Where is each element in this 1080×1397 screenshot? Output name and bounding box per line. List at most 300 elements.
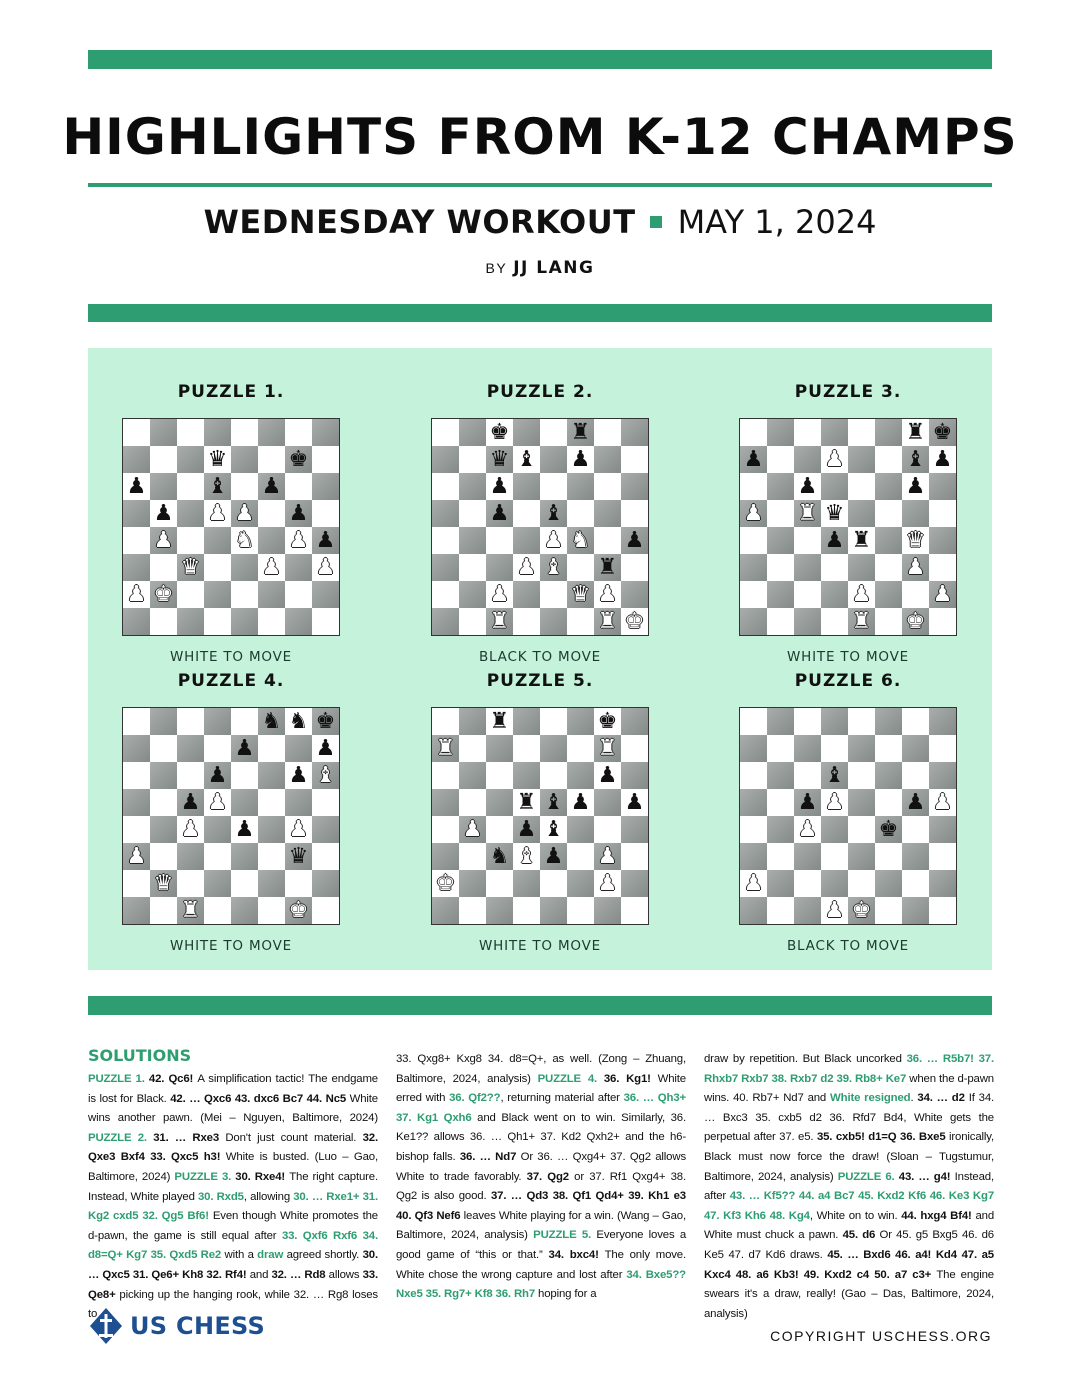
board-square xyxy=(513,708,540,735)
board-square xyxy=(740,762,767,789)
sol-seg: draw by repetition. But Black uncorked xyxy=(704,1053,907,1065)
board-square xyxy=(740,554,767,581)
board-square xyxy=(821,789,848,816)
board-square xyxy=(285,608,312,635)
board-square xyxy=(177,554,204,581)
board-square xyxy=(740,870,767,897)
board-square xyxy=(875,473,902,500)
sol-seg: hoping for a xyxy=(538,1288,597,1301)
black-king-icon: ♚ xyxy=(489,420,510,445)
logo-text: US CHESS xyxy=(130,1312,266,1340)
white-pawn-icon: ♟ xyxy=(597,871,618,896)
board-square xyxy=(285,419,312,446)
board-square xyxy=(231,500,258,527)
board-square xyxy=(567,708,594,735)
board-square xyxy=(567,581,594,608)
black-pawn-icon: ♟ xyxy=(824,528,845,553)
board-square xyxy=(486,789,513,816)
board-square xyxy=(540,581,567,608)
solutions-column-3 xyxy=(704,1050,994,1324)
board-square xyxy=(258,816,285,843)
sol-seg: 31. … Rxe3 xyxy=(153,1131,226,1144)
white-rook-icon: ♜ xyxy=(597,609,618,634)
board-square xyxy=(902,816,929,843)
side-to-move: BLACK TO MOVE xyxy=(478,649,602,665)
board-square xyxy=(123,870,150,897)
byline xyxy=(0,258,1080,278)
black-bishop-icon: ♝ xyxy=(543,501,564,526)
board-square xyxy=(794,816,821,843)
board-square xyxy=(594,527,621,554)
board-square xyxy=(594,608,621,635)
board-square xyxy=(794,500,821,527)
board-square xyxy=(929,527,956,554)
board-square xyxy=(150,789,177,816)
board-square xyxy=(902,870,929,897)
puzzle-4 xyxy=(122,669,340,954)
board-square xyxy=(821,897,848,924)
sol-seg: The right capture. Instead, White played xyxy=(88,1170,379,1203)
board-square xyxy=(177,446,204,473)
sol-seg: 34. Bxe5?? Nxe5 35. Rg7+ Kf8 36. Rh7 xyxy=(396,1268,686,1301)
board-square xyxy=(767,581,794,608)
sol-seg: 30. … Rxe1+ 31. Kg2 cxd5 32. Qg5 Bf6! xyxy=(88,1190,378,1223)
board-square xyxy=(875,608,902,635)
chess-board xyxy=(431,707,649,925)
board-square xyxy=(204,473,231,500)
sol-seg: A simplification tactic! The endgame is lost for Black. xyxy=(88,1073,378,1105)
board-square xyxy=(740,843,767,870)
board-square xyxy=(929,735,956,762)
board-square xyxy=(794,708,821,735)
board-square xyxy=(848,608,875,635)
board-square xyxy=(258,554,285,581)
board-square xyxy=(821,473,848,500)
black-pawn-icon: ♟ xyxy=(624,790,645,815)
black-bishop-icon: ♝ xyxy=(824,763,845,788)
board-square xyxy=(540,708,567,735)
white-king-icon: ♚ xyxy=(851,898,872,923)
chess-board xyxy=(739,418,957,636)
board-square xyxy=(459,789,486,816)
board-square xyxy=(432,735,459,762)
sol-seg: and White must chuck a pawn. xyxy=(704,1209,995,1242)
board-square xyxy=(312,708,339,735)
puzzle-2 xyxy=(431,380,649,665)
board-square xyxy=(594,762,621,789)
black-pawn-icon: ♟ xyxy=(234,817,255,842)
board-square xyxy=(902,446,929,473)
board-square xyxy=(929,762,956,789)
board-square xyxy=(875,581,902,608)
board-square xyxy=(312,789,339,816)
board-square xyxy=(486,843,513,870)
black-bishop-icon: ♝ xyxy=(905,447,926,472)
board-square xyxy=(567,897,594,924)
board-square xyxy=(459,870,486,897)
white-bishop-icon: ♝ xyxy=(516,844,537,869)
sol-seg: 36. Qf2?? xyxy=(449,1092,501,1105)
sol-seg: or 37. Rf1 Qxg4+ 38. Qg2 is also good. xyxy=(396,1170,687,1203)
sol-seg: 32. Qxe3 Bxf4 33. Qxc5 h3! xyxy=(88,1131,378,1164)
white-rook-icon: ♜ xyxy=(797,501,818,526)
puzzle-title: PUZZLE 6. xyxy=(794,671,902,691)
board-square xyxy=(432,581,459,608)
board-square xyxy=(432,897,459,924)
board-square xyxy=(594,897,621,924)
board-square xyxy=(848,527,875,554)
board-square xyxy=(567,527,594,554)
board-square xyxy=(513,500,540,527)
board-square xyxy=(204,581,231,608)
board-square xyxy=(594,473,621,500)
sol-seg: Even though White promotes the d-pawn, the game is still equal after xyxy=(88,1210,378,1242)
board-square xyxy=(513,897,540,924)
board-square xyxy=(594,500,621,527)
board-square xyxy=(821,608,848,635)
black-bishop-icon: ♝ xyxy=(516,447,537,472)
board-square xyxy=(540,762,567,789)
board-square xyxy=(767,708,794,735)
sol-seg: PUZZLE 3. xyxy=(174,1170,236,1183)
chess-board xyxy=(122,707,340,925)
black-pawn-icon: ♟ xyxy=(570,790,591,815)
white-king-icon: ♚ xyxy=(905,609,926,634)
board-square xyxy=(821,708,848,735)
board-square xyxy=(540,816,567,843)
board-square xyxy=(540,554,567,581)
black-pawn-icon: ♟ xyxy=(932,447,953,472)
board-square xyxy=(204,843,231,870)
board-square xyxy=(312,581,339,608)
black-bishop-icon: ♝ xyxy=(207,474,228,499)
board-square xyxy=(204,500,231,527)
board-square xyxy=(486,735,513,762)
board-square xyxy=(459,897,486,924)
board-square xyxy=(540,608,567,635)
board-square xyxy=(567,843,594,870)
board-square xyxy=(594,789,621,816)
board-square xyxy=(204,446,231,473)
white-pawn-icon: ♟ xyxy=(180,817,201,842)
board-square xyxy=(621,897,648,924)
author-name: JJ LANG xyxy=(513,258,595,278)
board-square xyxy=(929,816,956,843)
board-square xyxy=(432,554,459,581)
black-pawn-icon: ♟ xyxy=(288,763,309,788)
board-square xyxy=(848,446,875,473)
board-square xyxy=(567,870,594,897)
sol-seg: when the d-pawn wins. 40. Rb7+ Nd7 and xyxy=(704,1072,994,1105)
sol-seg: White wins another pawn. (Mei – Nguyen, Baltimore, 2024) xyxy=(88,1092,378,1125)
sol-seg: ironically, Black must now force the draw! (Sloan – Tugstumur, Baltimore, 2024, analysis) xyxy=(704,1131,994,1183)
white-pawn-icon: ♟ xyxy=(797,817,818,842)
white-pawn-icon: ♟ xyxy=(153,528,174,553)
board-square xyxy=(621,789,648,816)
board-square xyxy=(929,870,956,897)
sol-seg: White is busted. (Luo – Gao, Baltimore, 2024) xyxy=(88,1151,378,1183)
board-square xyxy=(285,708,312,735)
puzzle-title: PUZZLE 4. xyxy=(177,671,285,691)
board-square xyxy=(929,419,956,446)
board-square xyxy=(285,870,312,897)
board-square xyxy=(767,446,794,473)
board-square xyxy=(258,581,285,608)
board-square xyxy=(285,473,312,500)
sol-seg: Instead, after xyxy=(704,1170,994,1203)
sol-seg: 37. Qg2 xyxy=(526,1170,575,1183)
black-pawn-icon: ♟ xyxy=(126,474,147,499)
board-square xyxy=(767,789,794,816)
board-square xyxy=(123,608,150,635)
puzzles-panel xyxy=(88,348,992,970)
board-square xyxy=(821,816,848,843)
board-square xyxy=(621,419,648,446)
board-square xyxy=(486,816,513,843)
board-square xyxy=(567,554,594,581)
board-square xyxy=(486,708,513,735)
board-square xyxy=(258,789,285,816)
board-square xyxy=(258,446,285,473)
board-square xyxy=(123,843,150,870)
white-pawn-icon: ♟ xyxy=(932,582,953,607)
sol-seg: 36. Kg1! xyxy=(603,1072,658,1085)
board-square xyxy=(902,473,929,500)
board-square xyxy=(258,473,285,500)
board-square xyxy=(594,419,621,446)
board-square xyxy=(459,762,486,789)
white-pawn-icon: ♟ xyxy=(597,582,618,607)
board-square xyxy=(767,843,794,870)
black-queen-icon: ♛ xyxy=(288,844,309,869)
title-underline xyxy=(88,183,992,187)
board-square xyxy=(150,762,177,789)
board-square xyxy=(794,789,821,816)
white-rook-icon: ♜ xyxy=(180,898,201,923)
board-square xyxy=(513,446,540,473)
board-square xyxy=(621,500,648,527)
board-square xyxy=(285,500,312,527)
board-square xyxy=(740,897,767,924)
board-square xyxy=(150,608,177,635)
chess-board xyxy=(122,418,340,636)
black-pawn-icon: ♟ xyxy=(570,447,591,472)
board-square xyxy=(258,735,285,762)
board-square xyxy=(821,870,848,897)
board-square xyxy=(513,527,540,554)
puzzle-title: PUZZLE 5. xyxy=(486,671,594,691)
sol-seg: 30. Rxd5 xyxy=(197,1190,244,1203)
board-square xyxy=(821,843,848,870)
board-square xyxy=(432,446,459,473)
board-square xyxy=(513,419,540,446)
sol-seg: 37. … Qd3 38. Qf1 Qd4+ 39. Kh1 e3 40. Qf3 Nef6 xyxy=(396,1190,686,1222)
board-square xyxy=(540,500,567,527)
us-chess-logo[interactable] xyxy=(88,1306,265,1346)
board-square xyxy=(767,608,794,635)
black-pawn-icon: ♟ xyxy=(905,474,926,499)
board-square xyxy=(432,708,459,735)
white-pawn-icon: ♟ xyxy=(207,501,228,526)
black-bishop-icon: ♝ xyxy=(543,790,564,815)
white-pawn-icon: ♟ xyxy=(462,817,483,842)
board-square xyxy=(204,897,231,924)
board-square xyxy=(150,581,177,608)
board-square xyxy=(621,870,648,897)
board-square xyxy=(231,708,258,735)
white-pawn-icon: ♟ xyxy=(597,844,618,869)
sol-seg: Don't just count material. xyxy=(225,1131,363,1144)
publish-date: MAY 1, 2024 xyxy=(677,203,877,241)
white-bishop-icon: ♝ xyxy=(543,555,564,580)
black-pawn-icon: ♟ xyxy=(543,844,564,869)
board-square xyxy=(312,816,339,843)
board-square xyxy=(486,762,513,789)
board-square xyxy=(177,870,204,897)
board-square xyxy=(312,843,339,870)
board-square xyxy=(740,527,767,554)
board-square xyxy=(150,816,177,843)
board-square xyxy=(621,446,648,473)
sol-seg: allows xyxy=(328,1268,363,1281)
board-square xyxy=(902,527,929,554)
puzzle-3 xyxy=(739,380,957,665)
sol-seg: , allowing xyxy=(243,1190,294,1203)
black-pawn-icon: ♟ xyxy=(489,501,510,526)
board-square xyxy=(486,608,513,635)
solutions-heading: SOLUTIONS xyxy=(88,1046,192,1065)
white-knight-icon: ♞ xyxy=(570,528,591,553)
board-square xyxy=(459,843,486,870)
black-pawn-icon: ♟ xyxy=(516,817,537,842)
board-square xyxy=(285,581,312,608)
board-square xyxy=(285,816,312,843)
board-square xyxy=(567,500,594,527)
header-bottom-bar xyxy=(88,304,992,322)
board-square xyxy=(513,789,540,816)
board-square xyxy=(459,500,486,527)
sol-seg: and xyxy=(249,1268,272,1281)
white-queen-icon: ♛ xyxy=(180,555,201,580)
sol-seg: The only move. White chose the wrong capture and lost after xyxy=(396,1248,687,1281)
board-square xyxy=(821,581,848,608)
white-pawn-icon: ♟ xyxy=(489,582,510,607)
puzzle-title: PUZZLE 2. xyxy=(486,382,594,402)
board-square xyxy=(740,446,767,473)
black-pawn-icon: ♟ xyxy=(207,763,228,788)
board-square xyxy=(312,762,339,789)
puzzle-6 xyxy=(739,669,957,954)
board-square xyxy=(794,419,821,446)
board-square xyxy=(459,473,486,500)
board-square xyxy=(513,870,540,897)
board-square xyxy=(285,446,312,473)
board-square xyxy=(848,789,875,816)
sol-seg: PUZZLE 2. xyxy=(88,1131,154,1144)
black-knight-icon: ♞ xyxy=(288,709,309,734)
board-square xyxy=(312,473,339,500)
board-square xyxy=(150,473,177,500)
board-square xyxy=(740,608,767,635)
board-square xyxy=(258,870,285,897)
black-queen-icon: ♛ xyxy=(207,447,228,472)
sol-seg: 36. … R5b7! 37. Rhxb7 Rxb7 38. Rxb7 d2 39. Rb8+ Ke7 xyxy=(704,1053,994,1085)
sol-seg: draw xyxy=(257,1249,287,1262)
board-square xyxy=(459,816,486,843)
board-square xyxy=(513,473,540,500)
black-pawn-icon: ♟ xyxy=(180,790,201,815)
board-square xyxy=(767,527,794,554)
board-square xyxy=(848,897,875,924)
board-square xyxy=(459,581,486,608)
board-square xyxy=(231,816,258,843)
board-square xyxy=(312,608,339,635)
white-pawn-icon: ♟ xyxy=(126,844,147,869)
board-square xyxy=(231,527,258,554)
black-bishop-icon: ♝ xyxy=(543,817,564,842)
board-square xyxy=(150,843,177,870)
board-square xyxy=(594,870,621,897)
black-king-icon: ♚ xyxy=(597,709,618,734)
board-square xyxy=(740,500,767,527)
sol-seg: If 34. … Bxc3 35. cxb5 d2 36. Rfd7 Bd4, White gets the perpetual after 37. e5. xyxy=(704,1092,995,1144)
black-king-icon: ♚ xyxy=(315,709,336,734)
top-accent-bar xyxy=(88,50,992,69)
board-square xyxy=(432,419,459,446)
board-square xyxy=(794,870,821,897)
board-square xyxy=(432,500,459,527)
board-square xyxy=(567,608,594,635)
board-square xyxy=(875,897,902,924)
board-square xyxy=(486,446,513,473)
board-square xyxy=(204,708,231,735)
board-square xyxy=(177,816,204,843)
board-square xyxy=(875,554,902,581)
board-square xyxy=(432,870,459,897)
board-square xyxy=(929,843,956,870)
board-square xyxy=(594,816,621,843)
board-square xyxy=(432,527,459,554)
black-pawn-icon: ♟ xyxy=(905,790,926,815)
board-square xyxy=(123,527,150,554)
board-square xyxy=(540,870,567,897)
board-square xyxy=(794,608,821,635)
sol-seg: agreed shortly. xyxy=(286,1249,363,1262)
board-square xyxy=(486,581,513,608)
board-square xyxy=(875,870,902,897)
sol-seg: 33. Qxg8+ Kxg8 34. d8=Q+, as well. (Zong – Zhuang, Baltimore, 2024, analysis) xyxy=(396,1053,686,1085)
sol-seg: 36. … Nd7 xyxy=(459,1150,521,1163)
white-pawn-icon: ♟ xyxy=(543,528,564,553)
board-square xyxy=(740,708,767,735)
board-square xyxy=(459,554,486,581)
board-square xyxy=(177,789,204,816)
sol-seg: Or 45. g5 Bxg5 46. d6 Ke5 47. d7 Kd6 draws. xyxy=(704,1229,994,1261)
board-square xyxy=(875,816,902,843)
black-pawn-icon: ♟ xyxy=(743,447,764,472)
board-square xyxy=(150,897,177,924)
board-square xyxy=(486,897,513,924)
board-square xyxy=(848,843,875,870)
white-queen-icon: ♛ xyxy=(905,528,926,553)
board-square xyxy=(231,870,258,897)
sol-seg: 43. … g4! xyxy=(898,1170,955,1183)
black-king-icon: ♚ xyxy=(878,817,899,842)
sol-seg: 45. d6 xyxy=(842,1229,880,1242)
board-square xyxy=(567,816,594,843)
board-square xyxy=(848,500,875,527)
board-square xyxy=(621,608,648,635)
